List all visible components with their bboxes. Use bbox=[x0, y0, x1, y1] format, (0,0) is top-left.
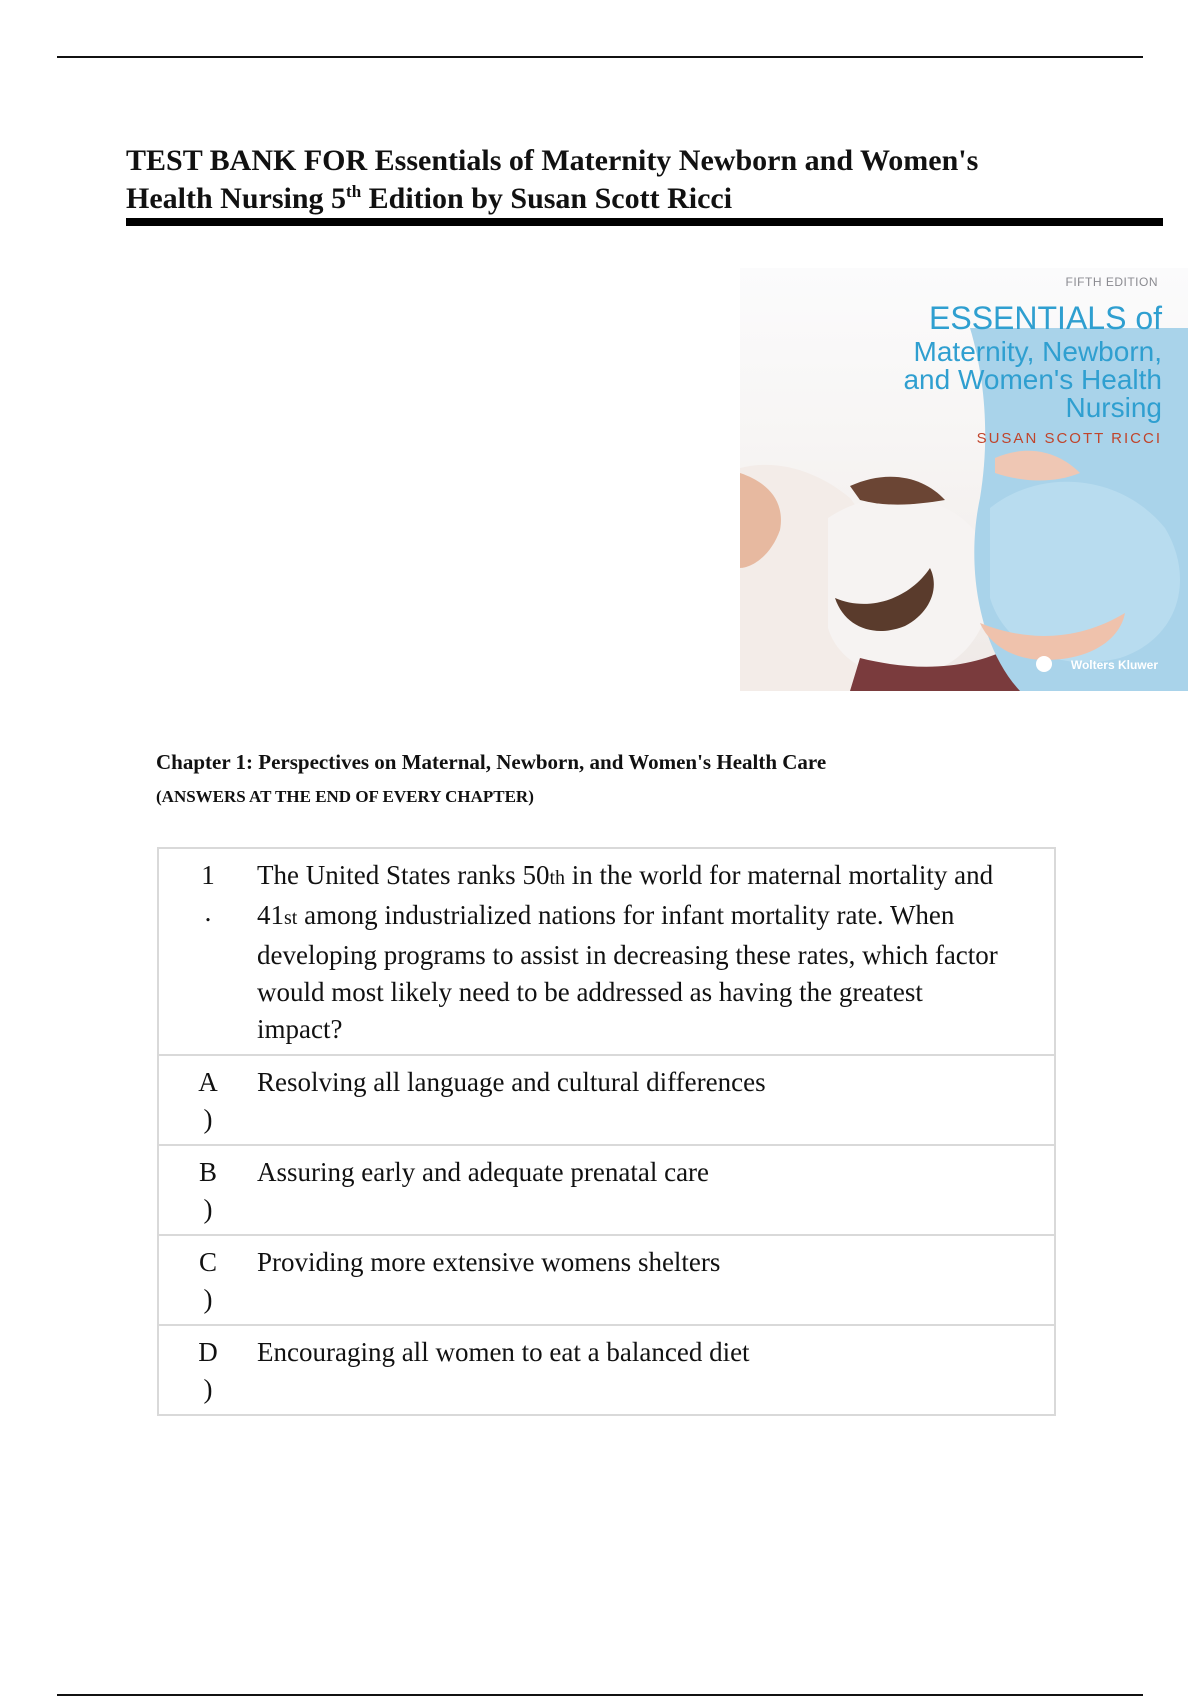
cover-title-line-4: Nursing bbox=[1065, 392, 1162, 423]
option-text: Assuring early and adequate prenatal care bbox=[257, 1145, 1055, 1235]
option-text: Encouraging all women to eat a balanced diet bbox=[257, 1325, 1055, 1415]
question-row bbox=[158, 848, 1055, 1055]
title-underline bbox=[126, 218, 1163, 226]
answer-option-a[interactable] bbox=[158, 1055, 1055, 1145]
bottom-rule bbox=[57, 1694, 1143, 1696]
question-number: 1 . bbox=[201, 860, 215, 927]
title-line-1: TEST BANK FOR Essentials of Maternity Newborn and Women's bbox=[126, 144, 979, 177]
document-title bbox=[126, 142, 1126, 218]
option-letter: D ) bbox=[158, 1325, 257, 1415]
question-table bbox=[157, 847, 1056, 1416]
title-line-2-start: Health Nursing 5 bbox=[126, 182, 347, 215]
cover-author: SUSAN SCOTT RICCI bbox=[976, 430, 1162, 447]
option-letter: C ) bbox=[158, 1235, 257, 1325]
answer-option-c[interactable] bbox=[158, 1235, 1055, 1325]
top-rule bbox=[57, 56, 1143, 58]
publisher-logo-icon bbox=[1036, 656, 1052, 672]
option-text: Resolving all language and cultural differences bbox=[257, 1055, 1055, 1145]
cover-title-line-1: ESSENTIALS of bbox=[929, 300, 1162, 336]
cover-title-line-3: and Women's Health bbox=[903, 364, 1162, 395]
option-letter: A ) bbox=[158, 1055, 257, 1145]
cover-title-line-2: Maternity, Newborn, bbox=[913, 336, 1162, 367]
book-cover-image bbox=[740, 268, 1188, 691]
cover-edition: FIFTH EDITION bbox=[1065, 275, 1158, 289]
answer-option-b[interactable] bbox=[158, 1145, 1055, 1235]
question-text: The United States ranks 50th in the world for maternal mortality and 41st among industrialized nations for infant mortality rate. When developing programs to assist in decreasing these rates, which factor would most likely need to be addressed as having the greatest impact? bbox=[257, 860, 998, 1044]
title-line-2-end: Edition by Susan Scott Ricci bbox=[361, 182, 733, 215]
answer-option-d[interactable] bbox=[158, 1325, 1055, 1415]
chapter-heading: Chapter 1: Perspectives on Maternal, Newborn, and Women's Health Care bbox=[156, 750, 827, 774]
option-letter: B ) bbox=[158, 1145, 257, 1235]
option-text: Providing more extensive womens shelters bbox=[257, 1235, 1055, 1325]
answers-note: (ANSWERS AT THE END OF EVERY CHAPTER) bbox=[156, 787, 534, 806]
cover-publisher: Wolters Kluwer bbox=[1070, 658, 1158, 672]
title-superscript: th bbox=[346, 182, 362, 201]
